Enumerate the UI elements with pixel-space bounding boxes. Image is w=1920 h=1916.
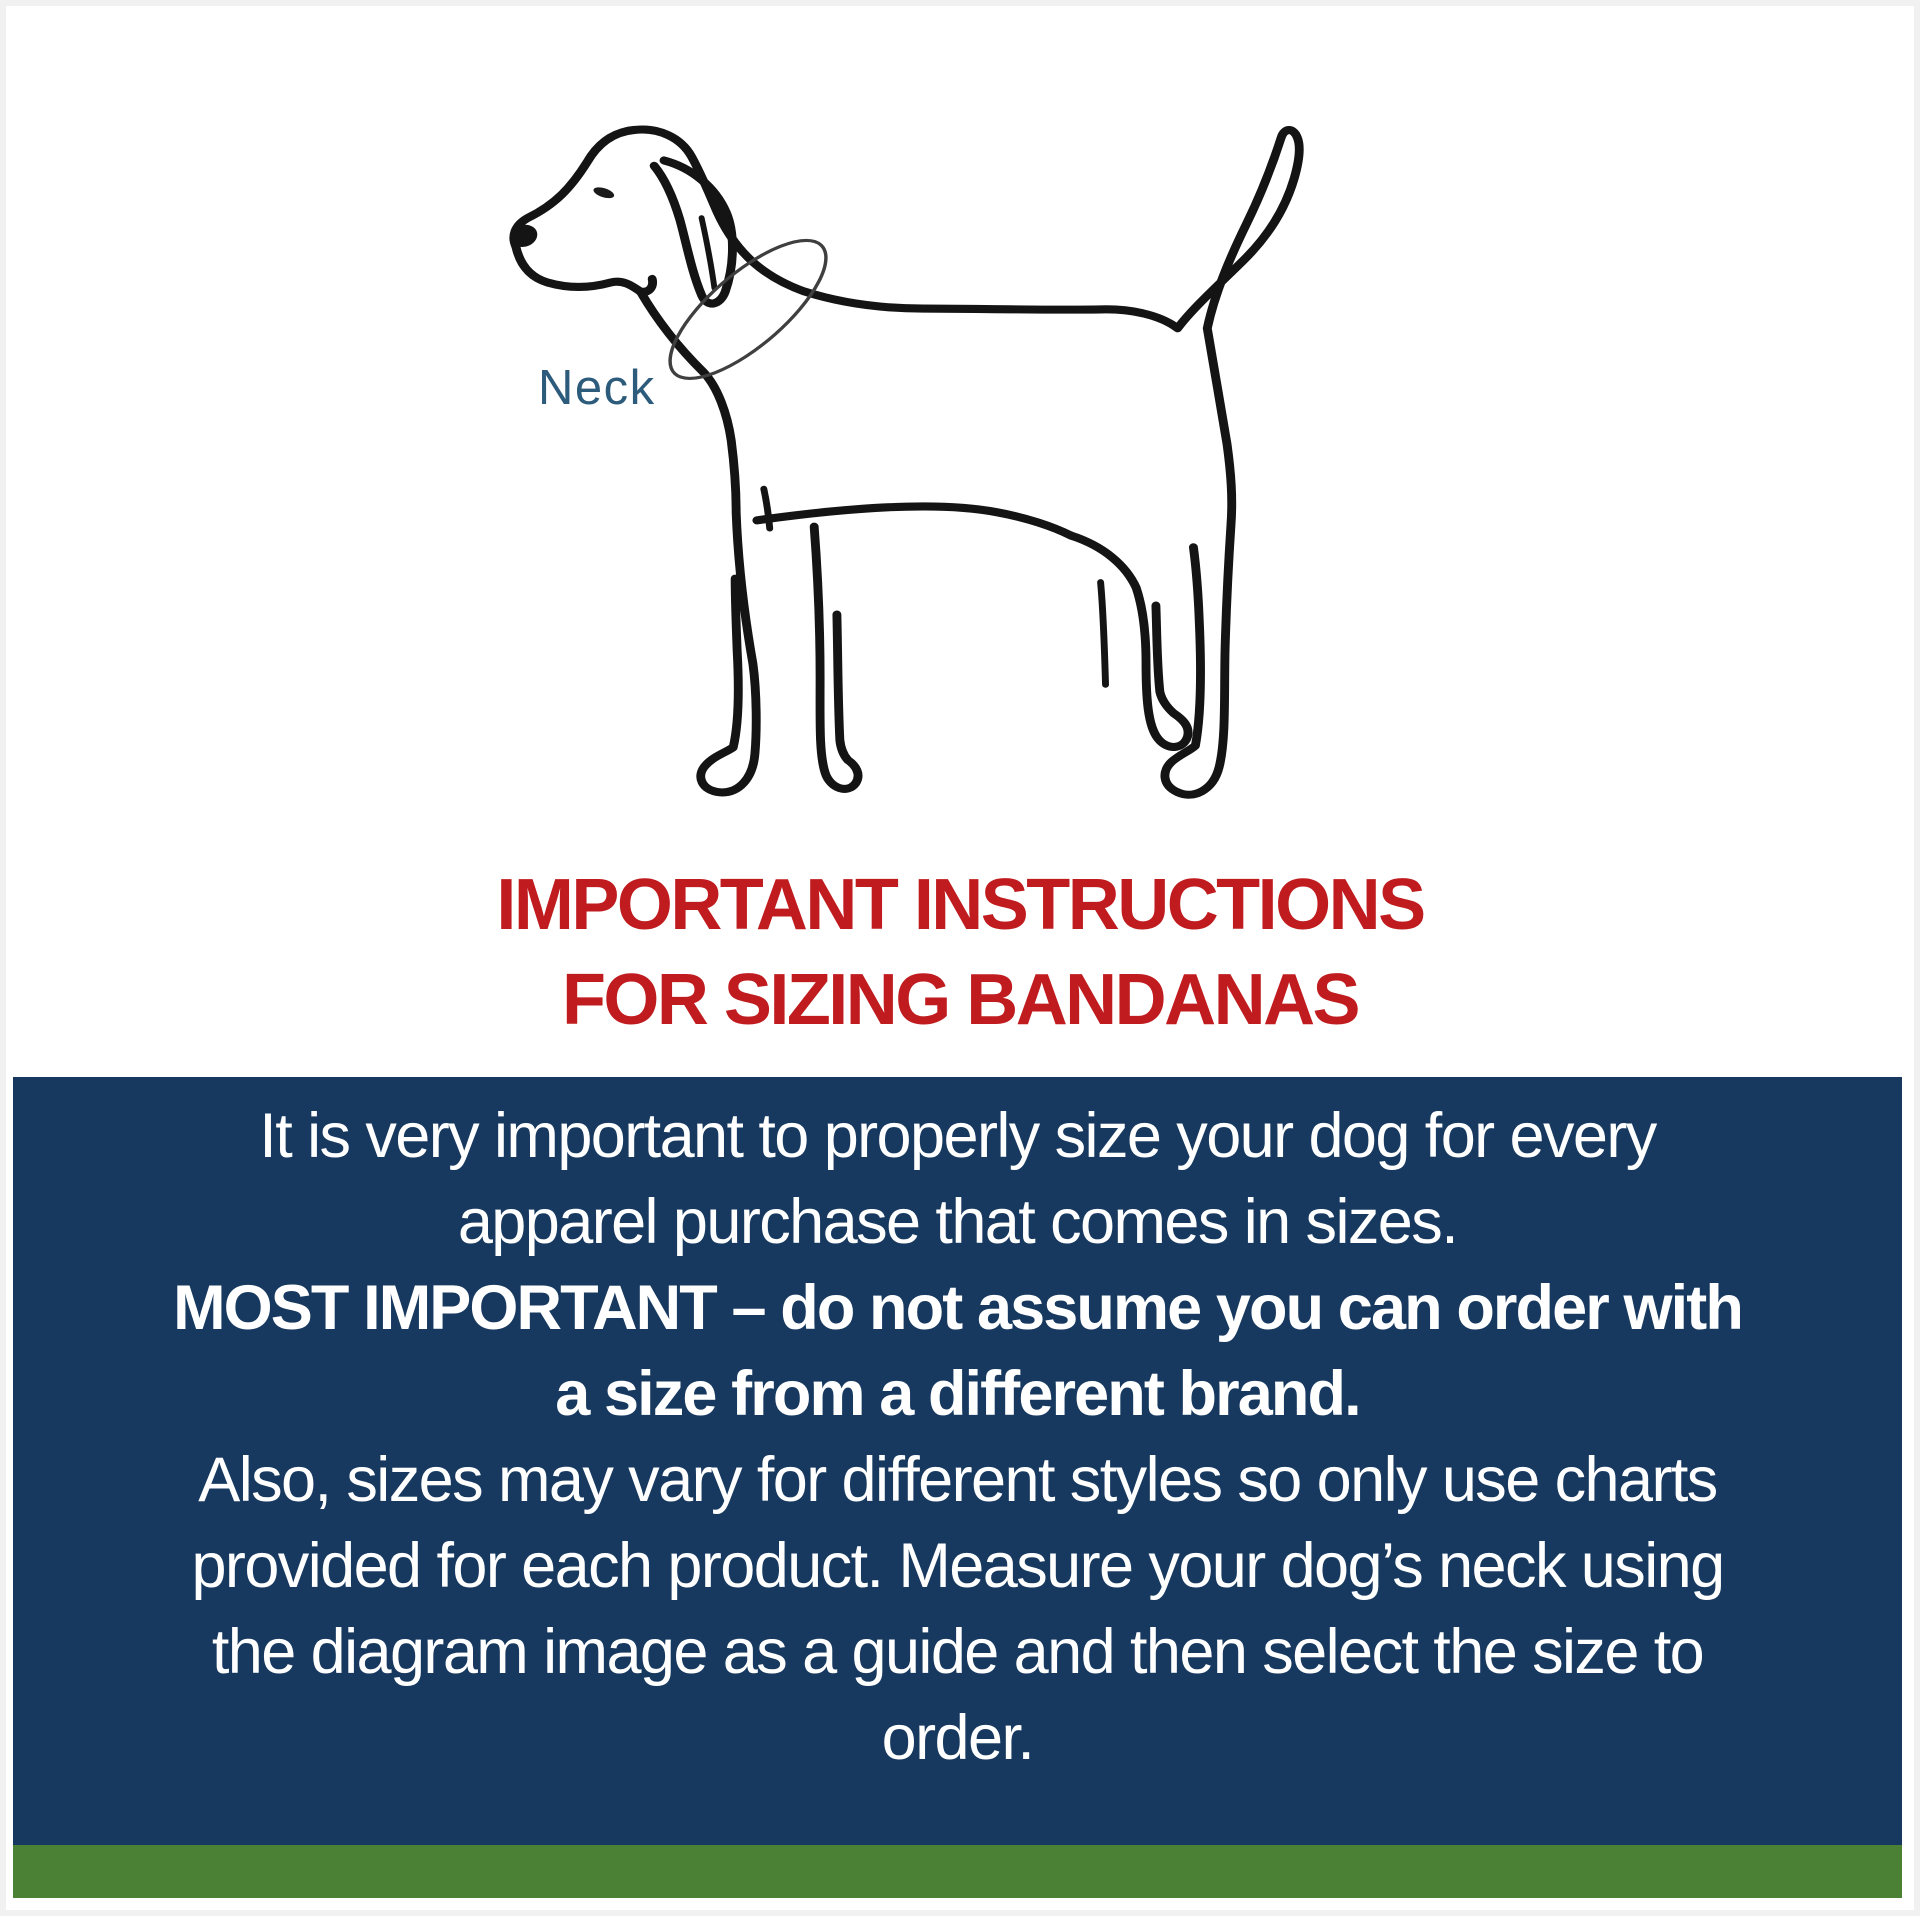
footer-green-bar — [13, 1845, 1902, 1898]
dog-far-front-leg-path — [814, 527, 858, 789]
instruction-line: order. — [881, 1703, 1034, 1773]
instruction-line-emphasis: a size from a different brand. — [555, 1359, 1360, 1429]
dog-ear-path — [654, 160, 732, 303]
instruction-line: Also, sizes may vary for different styles so only use charts — [198, 1445, 1717, 1515]
page-title — [6, 858, 1914, 1048]
dog-outline-path — [514, 130, 1299, 795]
dog-belly-path — [757, 506, 1071, 535]
dog-line-art — [508, 112, 1308, 812]
dog-jaw-path — [516, 247, 653, 292]
dog-eye — [592, 185, 616, 200]
instruction-line: apparel purchase that comes in sizes. — [457, 1187, 1458, 1257]
collar-measure-ellipse — [648, 220, 848, 399]
dog-far-rear-leg-path — [1071, 536, 1188, 747]
dog-inner-leg-detail — [1101, 582, 1106, 684]
instruction-line: It is very important to properly size your dog for every — [259, 1101, 1656, 1171]
heading-line-2: FOR SIZING BANDANAS — [561, 960, 1359, 1040]
instruction-line: provided for each product. Measure your dog’s neck using — [191, 1531, 1724, 1601]
neck-measurement-label: Neck — [538, 361, 656, 415]
dog-chest-front-leg-path — [640, 291, 756, 792]
instruction-line: the diagram image as a guide and then select the size to — [211, 1617, 1704, 1687]
instructions-panel — [13, 1077, 1902, 1845]
infographic-canvas — [6, 6, 1914, 1910]
dog-diagram — [508, 112, 1308, 812]
heading-line-1: IMPORTANT INSTRUCTIONS — [496, 865, 1424, 945]
instruction-line-emphasis: MOST IMPORTANT – do not assume you can order with — [173, 1273, 1742, 1343]
dog-ear-inner-line — [702, 218, 715, 288]
